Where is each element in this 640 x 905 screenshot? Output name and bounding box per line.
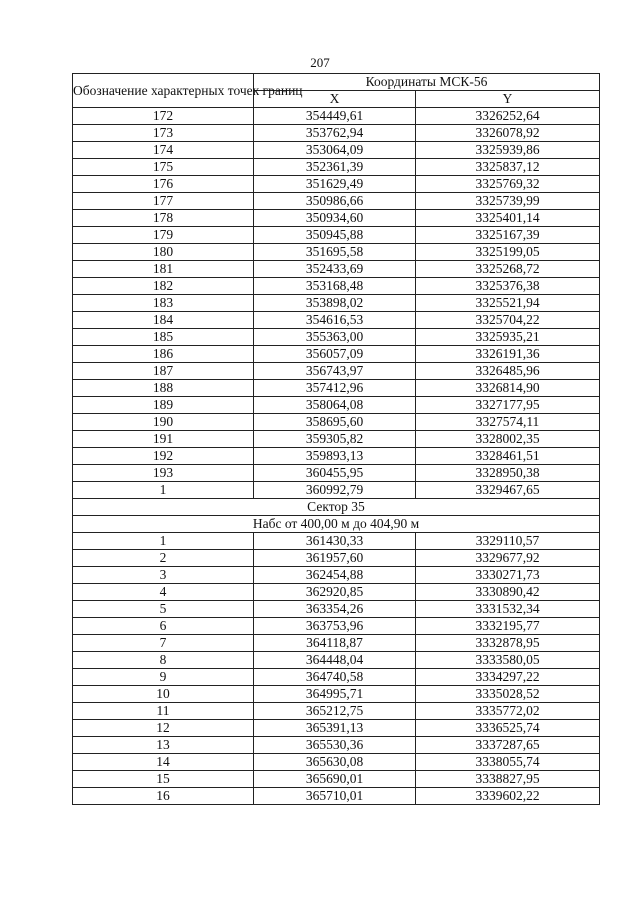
coordinates-table: [72, 73, 600, 805]
table-row: [73, 244, 600, 261]
y-coordinate-cell: 3326485,96: [416, 363, 600, 380]
y-coordinate-cell: 3335772,02: [416, 703, 600, 720]
table-row: [73, 363, 600, 380]
table-row: [73, 431, 600, 448]
point-id-cell: 189: [73, 397, 254, 414]
x-coordinate-cell: 355363,00: [254, 329, 416, 346]
x-coordinate-cell: 356057,09: [254, 346, 416, 363]
x-coordinate-cell: 350986,66: [254, 193, 416, 210]
table-row: [73, 397, 600, 414]
point-id-cell: 7: [73, 635, 254, 652]
table-row: [73, 465, 600, 482]
table-body-main: [73, 108, 600, 499]
x-coordinate-cell: 360992,79: [254, 482, 416, 499]
y-coordinate-cell: 3333580,05: [416, 652, 600, 669]
table-row: [73, 635, 600, 652]
y-coordinate-cell: 3326814,90: [416, 380, 600, 397]
table-row: [73, 737, 600, 754]
x-coordinate-cell: 353762,94: [254, 125, 416, 142]
y-coordinate-cell: 3338827,95: [416, 771, 600, 788]
y-coordinate-cell: 3325167,39: [416, 227, 600, 244]
table-row: [73, 652, 600, 669]
sector-title: Сектор 35: [73, 499, 600, 516]
point-id-cell: 188: [73, 380, 254, 397]
table-row: [73, 380, 600, 397]
table-row: [73, 669, 600, 686]
x-coordinate-cell: 353168,48: [254, 278, 416, 295]
x-coordinate-cell: 363354,26: [254, 601, 416, 618]
sector-section: [73, 499, 600, 533]
point-id-cell: 172: [73, 108, 254, 125]
table-row: [73, 414, 600, 431]
point-id-cell: 1: [73, 533, 254, 550]
point-id-cell: 15: [73, 771, 254, 788]
point-id-cell: 1: [73, 482, 254, 499]
point-id-cell: 179: [73, 227, 254, 244]
x-coordinate-cell: 364448,04: [254, 652, 416, 669]
table-row: [73, 159, 600, 176]
coordinates-header: Координаты МСК-56: [254, 74, 600, 91]
point-id-cell: 3: [73, 567, 254, 584]
table-row: [73, 703, 600, 720]
point-id-cell: 2: [73, 550, 254, 567]
y-coordinate-cell: 3325837,12: [416, 159, 600, 176]
point-id-cell: 190: [73, 414, 254, 431]
point-id-cell: 13: [73, 737, 254, 754]
x-coordinate-cell: 362920,85: [254, 584, 416, 601]
table-row: [73, 261, 600, 278]
y-coordinate-cell: 3339602,22: [416, 788, 600, 805]
y-coordinate-cell: 3331532,34: [416, 601, 600, 618]
point-id-cell: 12: [73, 720, 254, 737]
point-id-cell: 183: [73, 295, 254, 312]
point-id-cell: 8: [73, 652, 254, 669]
point-id-cell: 11: [73, 703, 254, 720]
x-coordinate-cell: 361430,33: [254, 533, 416, 550]
table-row: [73, 601, 600, 618]
point-id-cell: 185: [73, 329, 254, 346]
table-row: [73, 618, 600, 635]
point-id-cell: 175: [73, 159, 254, 176]
point-id-cell: 191: [73, 431, 254, 448]
table-row: [73, 788, 600, 805]
y-coordinate-cell: 3325521,94: [416, 295, 600, 312]
y-coordinate-cell: 3326191,36: [416, 346, 600, 363]
table-row: [73, 584, 600, 601]
y-coordinate-cell: 3325704,22: [416, 312, 600, 329]
x-coordinate-cell: 351695,58: [254, 244, 416, 261]
point-id-cell: 10: [73, 686, 254, 703]
y-coordinate-cell: 3337287,65: [416, 737, 600, 754]
x-column-header: X: [254, 91, 416, 108]
x-coordinate-cell: 362454,88: [254, 567, 416, 584]
point-id-cell: 180: [73, 244, 254, 261]
table-row: [73, 720, 600, 737]
x-coordinate-cell: 360455,95: [254, 465, 416, 482]
x-coordinate-cell: 354616,53: [254, 312, 416, 329]
point-id-cell: 192: [73, 448, 254, 465]
table-row: [73, 550, 600, 567]
y-coordinate-cell: 3332195,77: [416, 618, 600, 635]
point-id-cell: 6: [73, 618, 254, 635]
x-coordinate-cell: 359893,13: [254, 448, 416, 465]
y-coordinate-cell: 3338055,74: [416, 754, 600, 771]
y-column-header: Y: [416, 91, 600, 108]
y-coordinate-cell: 3330271,73: [416, 567, 600, 584]
y-coordinate-cell: 3328002,35: [416, 431, 600, 448]
table-body-sector: [73, 533, 600, 805]
x-coordinate-cell: 356743,97: [254, 363, 416, 380]
x-coordinate-cell: 353064,09: [254, 142, 416, 159]
table-row: [73, 533, 600, 550]
point-id-cell: 4: [73, 584, 254, 601]
point-id-cell: 178: [73, 210, 254, 227]
table-row: [73, 329, 600, 346]
y-coordinate-cell: 3334297,22: [416, 669, 600, 686]
x-coordinate-cell: 350945,88: [254, 227, 416, 244]
y-coordinate-cell: 3327574,11: [416, 414, 600, 431]
table-row: [73, 278, 600, 295]
point-id-cell: 193: [73, 465, 254, 482]
y-coordinate-cell: 3325268,72: [416, 261, 600, 278]
point-id-cell: 177: [73, 193, 254, 210]
table-row: [73, 176, 600, 193]
point-id-cell: 14: [73, 754, 254, 771]
x-coordinate-cell: 365690,01: [254, 771, 416, 788]
x-coordinate-cell: 364995,71: [254, 686, 416, 703]
y-coordinate-cell: 3326078,92: [416, 125, 600, 142]
point-id-cell: 186: [73, 346, 254, 363]
y-coordinate-cell: 3325199,05: [416, 244, 600, 261]
table-row: [73, 312, 600, 329]
page-number: 207: [310, 55, 330, 70]
x-coordinate-cell: 358695,60: [254, 414, 416, 431]
y-coordinate-cell: 3328950,38: [416, 465, 600, 482]
point-id-cell: 182: [73, 278, 254, 295]
y-coordinate-cell: 3328461,51: [416, 448, 600, 465]
table-row: [73, 346, 600, 363]
y-coordinate-cell: 3325939,86: [416, 142, 600, 159]
point-id-cell: 184: [73, 312, 254, 329]
point-id-cell: 9: [73, 669, 254, 686]
x-coordinate-cell: 359305,82: [254, 431, 416, 448]
y-coordinate-cell: 3329110,57: [416, 533, 600, 550]
x-coordinate-cell: 365212,75: [254, 703, 416, 720]
x-coordinate-cell: 365391,13: [254, 720, 416, 737]
x-coordinate-cell: 352433,69: [254, 261, 416, 278]
y-coordinate-cell: 3329467,65: [416, 482, 600, 499]
point-id-cell: 5: [73, 601, 254, 618]
y-coordinate-cell: 3329677,92: [416, 550, 600, 567]
x-coordinate-cell: 365530,36: [254, 737, 416, 754]
y-coordinate-cell: 3325739,99: [416, 193, 600, 210]
x-coordinate-cell: 350934,60: [254, 210, 416, 227]
x-coordinate-cell: 358064,08: [254, 397, 416, 414]
y-coordinate-cell: 3327177,95: [416, 397, 600, 414]
x-coordinate-cell: 363753,96: [254, 618, 416, 635]
x-coordinate-cell: 352361,39: [254, 159, 416, 176]
table-row: [73, 686, 600, 703]
table-row: [73, 108, 600, 125]
table-row: [73, 193, 600, 210]
sector-height-range: Набс от 400,00 м до 404,90 м: [73, 516, 600, 533]
x-coordinate-cell: 364118,87: [254, 635, 416, 652]
y-coordinate-cell: 3326252,64: [416, 108, 600, 125]
table-row: [73, 210, 600, 227]
table-row: [73, 771, 600, 788]
y-coordinate-cell: 3325376,38: [416, 278, 600, 295]
x-coordinate-cell: 353898,02: [254, 295, 416, 312]
table-row: [73, 567, 600, 584]
y-coordinate-cell: 3325769,32: [416, 176, 600, 193]
point-id-cell: 176: [73, 176, 254, 193]
point-id-cell: 173: [73, 125, 254, 142]
x-coordinate-cell: 365630,08: [254, 754, 416, 771]
table-row: [73, 142, 600, 159]
table-row: [73, 754, 600, 771]
table-row: [73, 482, 600, 499]
point-id-cell: 187: [73, 363, 254, 380]
y-coordinate-cell: 3335028,52: [416, 686, 600, 703]
y-coordinate-cell: 3325935,21: [416, 329, 600, 346]
table-row: [73, 125, 600, 142]
x-coordinate-cell: 364740,58: [254, 669, 416, 686]
point-id-cell: 16: [73, 788, 254, 805]
x-coordinate-cell: 357412,96: [254, 380, 416, 397]
point-column-header: Обозначение характерных точек границ: [73, 74, 254, 108]
y-coordinate-cell: 3330890,42: [416, 584, 600, 601]
point-id-cell: 181: [73, 261, 254, 278]
x-coordinate-cell: 361957,60: [254, 550, 416, 567]
table-row: [73, 227, 600, 244]
point-id-cell: 174: [73, 142, 254, 159]
x-coordinate-cell: 351629,49: [254, 176, 416, 193]
y-coordinate-cell: 3325401,14: [416, 210, 600, 227]
y-coordinate-cell: 3332878,95: [416, 635, 600, 652]
x-coordinate-cell: 354449,61: [254, 108, 416, 125]
table-row: [73, 295, 600, 312]
y-coordinate-cell: 3336525,74: [416, 720, 600, 737]
table-row: [73, 448, 600, 465]
x-coordinate-cell: 365710,01: [254, 788, 416, 805]
